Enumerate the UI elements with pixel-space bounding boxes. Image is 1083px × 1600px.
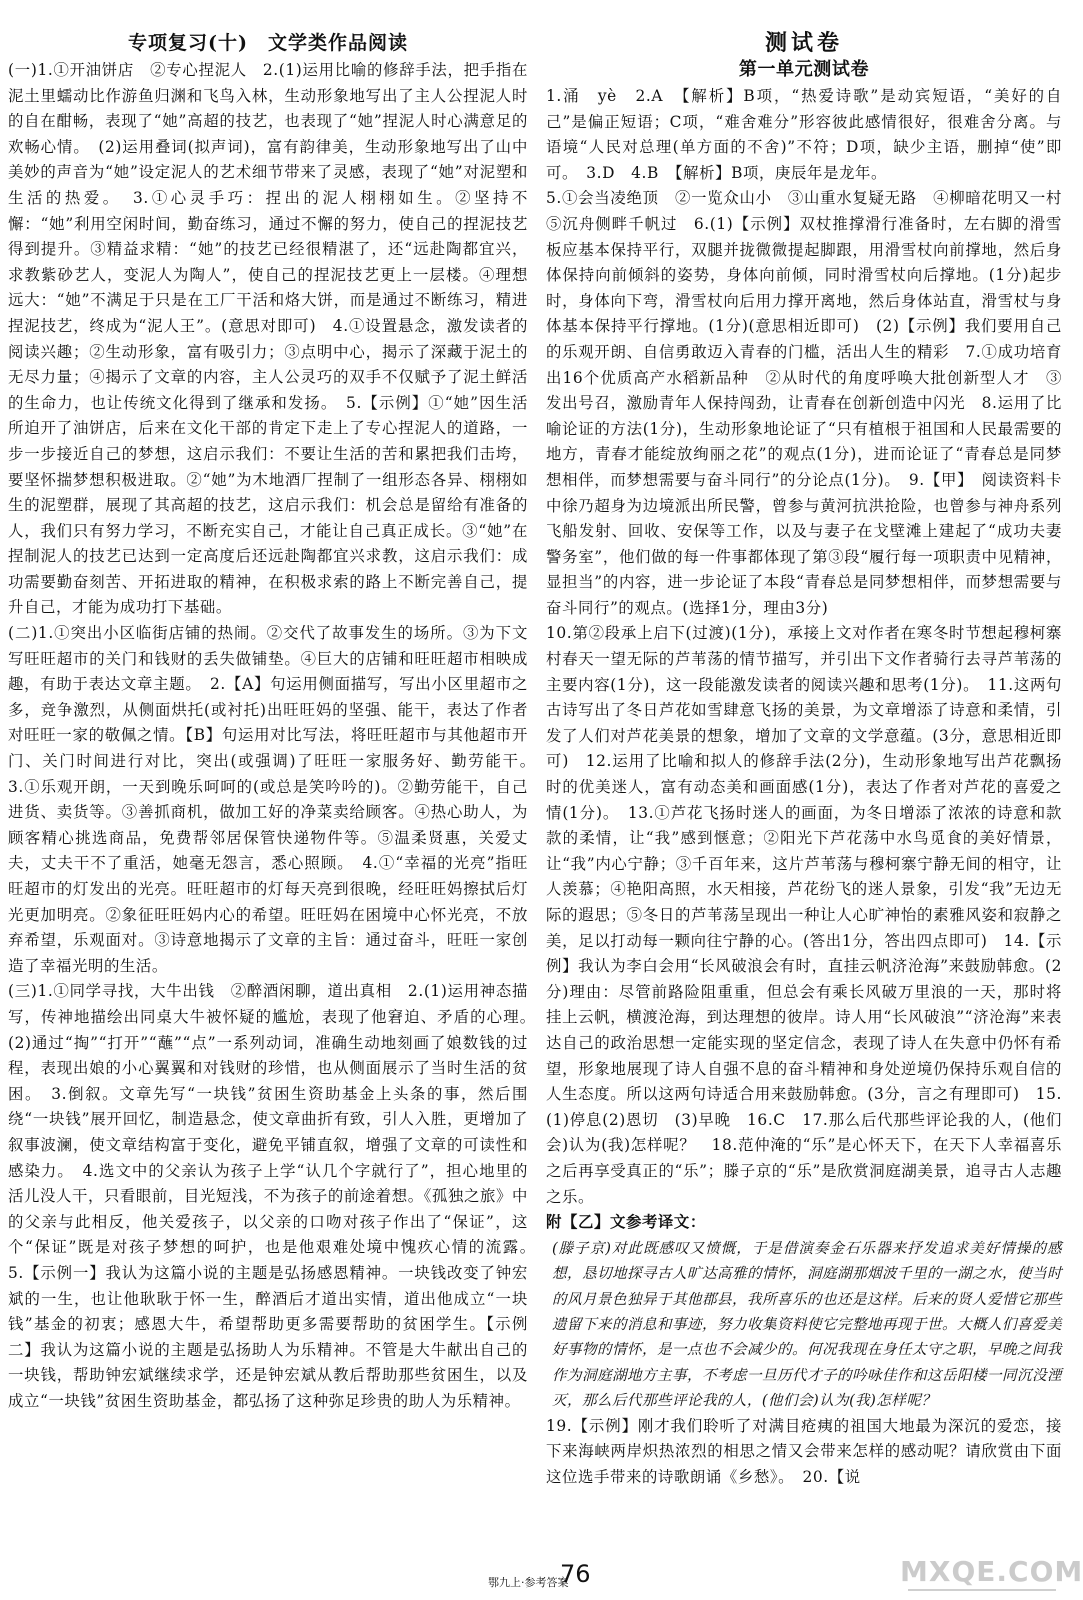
- right-column-subtitle: 第一单元测试卷: [738, 59, 870, 80]
- translation-heading: 附【乙】文参考译文：: [546, 1213, 706, 1232]
- footer-note: 鄂九上·参考答案: [488, 1576, 569, 1589]
- watermark-text: MXQE.COM: [900, 1555, 1083, 1588]
- answer-section-3: (三)1.①同学寻找，大牛出钱 ②醉酒闲聊，道出真相 2.(1)运用神态描写，传神地描绘出同桌大牛被怀疑的尴尬，表现了他窘迫、矛盾的心理。 (2)通过“掏”“打开”“蘸”“点”一系列动词，准确生动地刻画了娘数钱的过程，表现出娘的小心翼翼和对钱财的珍惜，也从侧面展示了当时生活的贫困。 3.倒叙。文章先写“一块钱”贫困生资助基金上头条的事，然后围绕“一块钱”展开回忆，制造悬念，使文章曲折有致，引人入胜，更增加了叙事波澜，使文章结构富于变化，避免平铺直叙，增强了文章的可读性和感染力。 4.选文中的父亲认为孩子上学“认几个字就行了”，担心地里的活儿没人干，只看眼前，目光短浅，不为孩子的前途着想。《孤独之旅》中的父亲与此相反，他关爱孩子，以父亲的口吻对孩子作出了“保证”，这个“保证”既是对孩子梦想的呵护，也是他艰难处境中愧疚心情的流露。 5.【示例一】我认为这篇小说的主题是弘扬感恩精神。一块钱改变了钟宏斌的一生，也让他耿耿于怀一生，醉酒后才道出实情，道出他成立“一块钱”基金的初衷；感恩大牛，希望帮助更多需要帮助的贫困学生。【示例二】我认为这篇小说的主题是弘扬助人为乐精神。不管是大牛献出自己的一块钱，帮助钟宏斌继续求学，还是钟宏斌从教后帮助那些贫困生，以及成立“一块钱”贫困生资助基金，都弘扬了这种弥足珍贵的助人为乐精神。: [8, 982, 544, 1410]
- page-number: 76: [560, 1560, 591, 1588]
- test-answer-part-3: 10.第②段承上启下(过渡)(1分)，承接上文对作者在寒冬时节想起穆柯寨村春天一望无际的芦苇荡的情节描写，并引出下文作者骑行去寻芦苇荡的主要内容(1分)，这一段能激发读者的阅读兴趣和思考(1分)。 11.这两句古诗写出了冬日芦花如雪肆意飞扬的美景，为文章增添了诗意和柔情，引发了人们对芦花美景的想象，增加了文章的文学意蕴。(3分，意思相近即可) 12.运用了比喻和拟人的修辞手法(2分)，生动形象地写出芦花飘扬时的优美迷人，富有动态美和画面感(1分)，表达了作者对芦花的喜爱之情(1分)。 13.①芦花飞扬时迷人的画面，为冬日增添了浓浓的诗意和款款的柔情，让“我”感到惬意；②阳光下芦花荡中水鸟觅食的美好情景，让“我”内心宁静；③千百年来，这片芦苇荡与穆柯寨宁静无间的相守，让人羡慕；④艳阳高照，水天相接，芦花纷飞的迷人景象，引发“我”无边无际的遐思；⑤冬日的芦苇荡呈现出一种让人心旷神怡的素雅风姿和寂静之美，足以打动每一颗向往宁静的心。(答出1分，答出四点即可) 14.【示例】我认为李白会用“长风破浪会有时，直挂云帆济沧海”来鼓励韩愈。(2分)理由：尽管前路险阻重重，但总会有乘长风破万里浪的一天，那时将挂上云帆，横渡沧海，到达理想的彼岸。诗人用“长风破浪”“济沧海”来表达自己的政治思想一定能实现的坚定信念，表现了诗人在失意中仍怀有希望，形象地展现了诗人自强不息的奋斗精神和身处逆境仍保持乐观自信的人生态度。所以这两句诗适合用来鼓励韩愈。(3分，言之有理即可) 15.(1)停息(2)恩切 (3)早晚 16.C 17.那么后代那些评论我的人，(他们会)认为(我)怎样呢？ 18.范仲淹的“乐”是心怀天下，在天下人幸福喜乐之后再享受真正的“乐”；滕子京的“乐”是欣赏洞庭湖美景，追寻古人志趣之乐。: [546, 624, 1062, 1206]
- answer-section-1: (一)1.①开油饼店 ②专心捏泥人 2.(1)运用比喻的修辞手法，把手指在泥土里蠕动比作游鱼归渊和飞鸟入林，生动形象地写出了主人公捏泥人时的自在酣畅，表现了“她”高超的技艺，也表现了“她”捏泥人时心满意足的欢畅心情。 (2)运用叠词(拟声词)，富有韵律美，生动形象地写出了山中美妙的声音为“她”设定泥人的艺术细节带来了灵感，表现了“她”对泥塑和生活的热爱。 3.①心灵手巧：捏出的泥人栩栩如生。②坚持不懈：“她”利用空闲时间，勤奋练习，通过不懈的努力，使自己的捏泥技艺得到提升。③精益求精：“她”的技艺已经很精湛了，还“远赴陶都宜兴，求教紫砂艺人，变泥人为陶人”，使自己的捏泥技艺更上一层楼。④理想远大：“她”不满足于只是在工厂干活和烙大饼，而是通过不断练习，精进捏泥技艺，终成为“泥人王”。(意思对即可) 4.①设置悬念，激发读者的阅读兴趣；②生动形象，富有吸引力；③点明中心，揭示了深藏于泥土的无尽力量；④揭示了文章的内容，主人公灵巧的双手不仅赋予了泥土鲜活的生命力，也让传统文化得到了继承和发扬。 5.【示例】①“她”因生活所迫开了油饼店，后来在文化干部的肯定下走上了专心捏泥人的道路，一步一步接近自己的梦想，这启示我们：不要让生活的苦和累把我们击垮，要坚怀揣梦想积极进取。②“她”为木地酒厂捏制了一组形态各异、栩栩如生的泥塑群，展现了其高超的技艺，这启示我们：机会总是留给有准备的人，我们只有努力学习，不断充实自己，才能让自己真正成长。③“她”在捏制泥人的技艺已达到一定高度后还远赴陶都宜兴求教，这启示我们：成功需要勤奋刻苦、开拓进取的精神，在积极求索的路上不断完善自己，提升自己，才能为成功打下基础。: [8, 61, 528, 617]
- watermark-underline: [908, 1589, 1056, 1591]
- right-column-title: 测试卷: [764, 30, 843, 56]
- watermark-logo: [900, 1555, 1083, 1595]
- test-answer-part-4: 19.【示例】刚才我们聆听了对满目疮痍的祖国大地最为深沉的爱恋，接下来海峡两岸炽热浓烈的相思之情又会带来怎样的感动呢？请欣赏由下面这位选手带来的诗歌朗诵《乡愁》。 20.【说: [546, 1416, 1062, 1486]
- test-answer-part-2: 5.①会当凌绝顶 ②一览众山小 ③山重水复疑无路 ④柳暗花明又一村 ⑤沉舟侧畔千帆过 6.(1)【示例】双杖推撑滑行准备时，左右脚的滑雪板应基本保持平行，双腿并拢微微提起脚跟，用滑雪杖向前撑地，然后身体保持向前倾斜的姿势，身体向前倾，同时滑雪杖向后撑地。(1分)起步时，身体向下弯，滑雪杖向后用力撑开离地，然后身体站直，滑雪杖与身体基本保持平行撑地。(1分)(意思相近即可) (2)【示例】我们要用自己的乐观开朗、自信勇敢迈入青春的门槛，活出人生的精彩 7.①成功培育出16个优质高产水稻新品种 ②从时代的角度呼唤大批创新型人才 ③发出号召，激励青年人保持闯劲，让青春在创新创造中闪光 8.运用了比喻论证的方法(1分)，生动形象地论证了“只有植根于祖国和人民最需要的地方，青春才能绽放绚丽之花”的观点(1分)，进而论证了“青春总是同梦想相伴，而梦想需要与奋斗同行”的分论点(1分)。 9.【甲】 阅读资料卡中徐乃超身为边境派出所民警，曾参与黄河抗洪抢险，也曾参与神舟系列飞船发射、回收、安保等工作，以及与妻子在戈壁滩上建起了“成功夫妻警务室”，他们做的每一件事都体现了第③段“履行每一项职责中见精神，显担当”的内容，进一步论证了本段“青春总是同梦想相伴，而梦想需要与奋斗同行”的观点。(选择1分，理由3分): [546, 189, 1078, 617]
- answer-section-2: (二)1.①突出小区临街店铺的热闹。②交代了故事发生的场所。③为下文写旺旺超市的关门和钱财的丢失做铺垫。④巨大的店铺和旺旺超市相映成趣，有助于表达文章主题。 2.【A】句运用侧面描写，写出小区里超市之多，竞争激烈，从侧面烘托(或衬托)出旺旺妈的坚强、能干，表达了作者对旺旺一家的敬佩之情。【B】句运用对比写法，将旺旺超市与其他超市开门、关门时间进行对比，突出(或强调)了旺旺一家服务好、勤劳能干。 3.①乐观开朗，一天到晚乐呵呵的(或总是笑吟吟的)。②勤劳能干，自己进货、卖货等。③善抓商机，做加工好的净菜卖给顾客。④热心助人，为顾客精心挑选商品，免费帮邻居保管快递物件等。⑤温柔贤惠，关爱丈夫，丈夫干不了重活，她毫无怨言，悉心照顾。 4.①“幸福的光亮”指旺旺超市的灯发出的光亮。旺旺超市的灯每天亮到很晚，经旺旺妈擦拭后灯光更加明亮。②象征旺旺妈内心的希望。旺旺妈在困境中心怀光亮，不放弃希望，乐观面对。③诗意地揭示了文章的主旨：通过奋斗，旺旺一家创造了幸福光明的生活。: [8, 624, 544, 975]
- test-answer-part-1: 1.涌 yè 2.A 【解析】B项，“热爱诗歌”是动宾短语，“美好的自己”是偏正短语；C项，“难舍难分”形容彼此感情很好，很难舍分离。与语境“人民对总理(单方面的不舍)”不符；D项，缺少主语，删掉“使”即可。 3.D 4.B 【解析】B项，庚辰年是龙年。: [546, 87, 1062, 182]
- right-column: [546, 30, 1078, 1560]
- left-column: [8, 30, 544, 1560]
- translation-text: (滕子京)对此既感叹又愤慨，于是借演奏金石乐器来抒发追求美好情操的感想，恳切地探寻古人旷达高雅的情怀，洞庭湖那烟波千里的一湖之水，使当时的风月景色独异于其他郡县，我所喜乐的也还是这样。后来的贤人爱惜它那些遗留下来的消息和事迹，努力收集资料使它完整地再现于世。大概人们喜爱美好事物的情怀，是一点也不会减少的。何况我现在身任太守之职，早晚之间我作为洞庭湖地方主事，不考虑一旦历代才子的吟咏佳作和这岳阳楼一同沉没湮灭，那么后代那些评论我的人，(他们会)认为(我)怎样呢？: [552, 1239, 1062, 1410]
- left-column-title: 专项复习(十) 文学类作品阅读: [128, 32, 408, 54]
